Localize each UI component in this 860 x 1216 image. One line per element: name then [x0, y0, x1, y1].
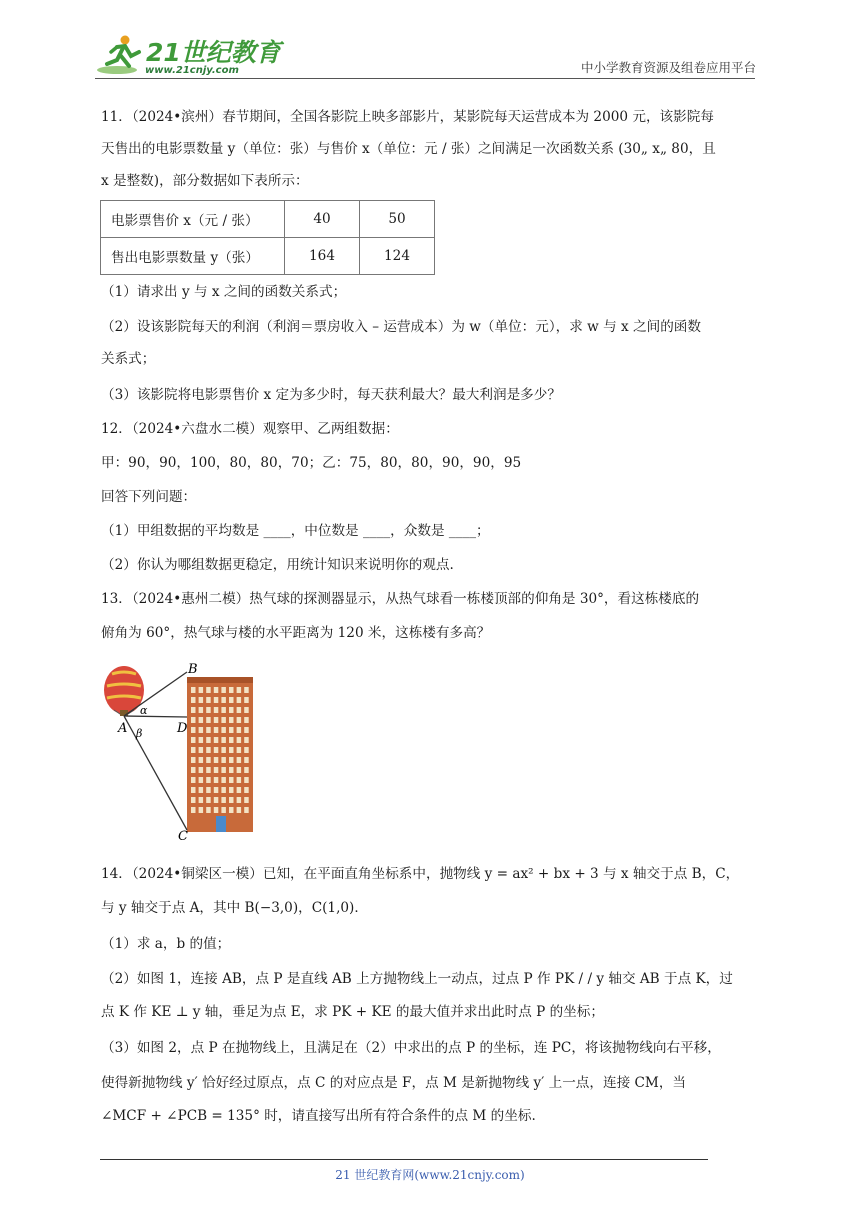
building-window [191, 797, 196, 803]
q12-line-1: 12．（2024•六盘水二模）观察甲、乙两组数据： [101, 421, 399, 437]
q12-line-3: 回答下列问题： [101, 489, 197, 505]
building-window [206, 747, 211, 753]
building-window [214, 747, 219, 753]
building-window [221, 757, 226, 763]
building-window [214, 697, 219, 703]
logo-url: www.21cnjy.com [145, 65, 239, 76]
building-window [214, 727, 219, 733]
building-window [214, 767, 219, 773]
table-row [101, 201, 435, 238]
building-window [206, 707, 211, 713]
q14-part-2a: （2）如图 1，连接 AB，点 P 是直线 AB 上方抛物线上一动点，过点 P 作 PK / / y 轴交 AB 于点 K，过 [101, 971, 733, 987]
building-window [221, 717, 226, 723]
building-window [214, 717, 219, 723]
building-window [237, 697, 242, 703]
building-window [206, 787, 211, 793]
building-window [229, 767, 234, 773]
building-window [199, 737, 204, 743]
building-window [221, 807, 226, 813]
label-c: C [178, 829, 188, 844]
building-window [214, 777, 219, 783]
logo-wordmark: 21世纪教育 [146, 38, 281, 67]
building-window [214, 687, 219, 693]
building-window [237, 727, 242, 733]
building-window [244, 727, 249, 733]
building-window [237, 807, 242, 813]
q14-part-3b: 使得新抛物线 y′ 恰好经过原点，点 C 的对应点是 F，点 M 是新抛物线 y′ 上一点，连接 CM，当 [101, 1075, 686, 1091]
building-window [206, 727, 211, 733]
table-row [101, 238, 435, 275]
q11-part-2b: 关系式； [101, 351, 156, 367]
q14-part-3c: ∠MCF + ∠PCB = 135° 时，请直接写出所有符合条件的点 M 的坐标. [101, 1108, 536, 1124]
header-divider [95, 78, 755, 79]
building-window [237, 737, 242, 743]
table-cell: 售出电影票数量 y（张） [101, 238, 285, 275]
q14-line-2: 与 y 轴交于点 A，其中 B(−3,0)，C(1,0)． [101, 900, 368, 916]
building-window [199, 707, 204, 713]
table-cell: 124 [360, 238, 435, 275]
building-window [244, 697, 249, 703]
building-window [221, 687, 226, 693]
label-beta: β [136, 727, 143, 740]
building-window [206, 777, 211, 783]
building-window [199, 797, 204, 803]
hot-air-balloon-icon [104, 666, 144, 716]
q14-part-2b: 点 K 作 KE ⊥ y 轴，垂足为点 E，求 PK + KE 的最大值并求出此时点 P 的坐标； [101, 1004, 604, 1020]
footer-link[interactable]: 21 世纪教育网(www.21cnjy.com) [335, 1168, 525, 1182]
building-window [244, 747, 249, 753]
building-window [221, 737, 226, 743]
building-window [206, 767, 211, 773]
building-window [229, 807, 234, 813]
building-window [229, 717, 234, 723]
building-window [206, 717, 211, 723]
building-window [229, 697, 234, 703]
building-window [191, 807, 196, 813]
building-window [206, 797, 211, 803]
building-window [237, 707, 242, 713]
building-window [229, 757, 234, 763]
building-window [229, 797, 234, 803]
building-window [244, 787, 249, 793]
building-window [237, 747, 242, 753]
q13-line-2: 俯角为 60°，热气球与楼的水平距离为 120 米，这栋楼有多高？ [101, 625, 491, 641]
building-window [199, 777, 204, 783]
q12-line-2: 甲：90，90，100，80，80，70；乙：75，80，80，90，90，95 [101, 455, 522, 471]
building-window [221, 787, 226, 793]
building-window [229, 777, 234, 783]
building-window [229, 747, 234, 753]
label-b: B [188, 662, 198, 677]
building-window [191, 777, 196, 783]
building-window [214, 757, 219, 763]
building-window [206, 737, 211, 743]
building-window [221, 797, 226, 803]
q14-line-1: 14．（2024•铜梁区一模）已知，在平面直角坐标系中，抛物线 y = ax² + bx + 3 与 x 轴交于点 B，C， [101, 866, 740, 882]
page-header [0, 0, 860, 85]
building-window [191, 787, 196, 793]
building-window [244, 717, 249, 723]
building-window [244, 797, 249, 803]
building-window [214, 807, 219, 813]
building-window [237, 787, 242, 793]
building-window [191, 717, 196, 723]
building-window [244, 707, 249, 713]
q14-part-3a: （3）如图 2，点 P 在抛物线上，且满足在（2）中求出的点 P 的坐标，连 PC，将该抛物线向右平移， [101, 1040, 721, 1056]
label-d: D [177, 721, 188, 736]
q11-part-3: （3）该影院将电影票售价 x 定为多少时，每天获利最大？最大利润是多少？ [101, 387, 561, 403]
building-window [237, 757, 242, 763]
building-window [237, 717, 242, 723]
building-window [244, 687, 249, 693]
q12-part-2: （2）你认为哪组数据更稳定，用统计知识来说明你的观点. [101, 557, 454, 573]
building-window [214, 737, 219, 743]
building-window [221, 727, 226, 733]
label-a: A [118, 721, 128, 736]
balloon-building-figure [100, 660, 260, 845]
table-cell: 电影票售价 x（元 / 张） [101, 201, 285, 238]
building-window [221, 747, 226, 753]
building-window [191, 737, 196, 743]
q11-line-2: 天售出的电影票数量 y（单位：张）与售价 x（单位：元 / 张）之间满足一次函数关系 (30„ x„ 80，且 [101, 141, 716, 157]
building-window [229, 787, 234, 793]
building-window [221, 707, 226, 713]
q11-line-1: 11．（2024•滨州）春节期间，全国各影院上映多部影片，某影院每天运营成本为 2000 元，该影院每 [101, 109, 714, 125]
building-window [214, 797, 219, 803]
building-window [237, 777, 242, 783]
building-window [244, 807, 249, 813]
building-window [191, 687, 196, 693]
q13-line-1: 13．（2024•惠州二模）热气球的探测器显示，从热气球看一栋楼顶部的仰角是 30°，看这栋楼底的 [101, 591, 700, 607]
q11-part-1: （1）请求出 y 与 x 之间的函数关系式； [101, 284, 347, 300]
table-cell: 40 [285, 201, 360, 238]
footer-divider [100, 1159, 708, 1160]
building-icon [187, 677, 253, 832]
building-window [199, 767, 204, 773]
building-window [199, 807, 204, 813]
building-window [191, 707, 196, 713]
building-window [199, 757, 204, 763]
building-window [221, 767, 226, 773]
building-window [244, 737, 249, 743]
building-window [237, 797, 242, 803]
building-window [199, 727, 204, 733]
building-window [199, 717, 204, 723]
building-window [206, 757, 211, 763]
building-window [214, 707, 219, 713]
building-window [206, 697, 211, 703]
q11-part-2a: （2）设该影院每天的利润（利润＝票房收入 – 运营成本）为 w（单位：元），求 w 与 x 之间的函数 [101, 319, 701, 335]
building-window [191, 697, 196, 703]
building-window [191, 757, 196, 763]
building-window [229, 707, 234, 713]
building-window [191, 727, 196, 733]
building-window [199, 787, 204, 793]
building-window [199, 687, 204, 693]
building-window [191, 767, 196, 773]
q11-line-3: x 是整数)，部分数据如下表所示： [101, 173, 309, 189]
building-window [191, 747, 196, 753]
building-window [221, 697, 226, 703]
building-window [229, 687, 234, 693]
building-window [244, 777, 249, 783]
building-window [229, 727, 234, 733]
q12-part-1: （1）甲组数据的平均数是 ____，中位数是 ____，众数是 ____； [101, 523, 490, 539]
building-window [199, 697, 204, 703]
building-window [214, 787, 219, 793]
label-alpha: α [140, 704, 148, 717]
building-window [206, 687, 211, 693]
price-quantity-table [100, 200, 435, 275]
building-window [199, 747, 204, 753]
platform-title: 中小学教育资源及组卷应用平台 [580, 60, 756, 75]
table-cell: 164 [285, 238, 360, 275]
building-window [206, 807, 211, 813]
q14-part-1: （1）求 a，b 的值； [101, 936, 231, 952]
building-window [221, 777, 226, 783]
building-window [237, 687, 242, 693]
building-window [237, 767, 242, 773]
building-window [229, 737, 234, 743]
table-cell: 50 [360, 201, 435, 238]
building-window [244, 767, 249, 773]
building-window [244, 757, 249, 763]
